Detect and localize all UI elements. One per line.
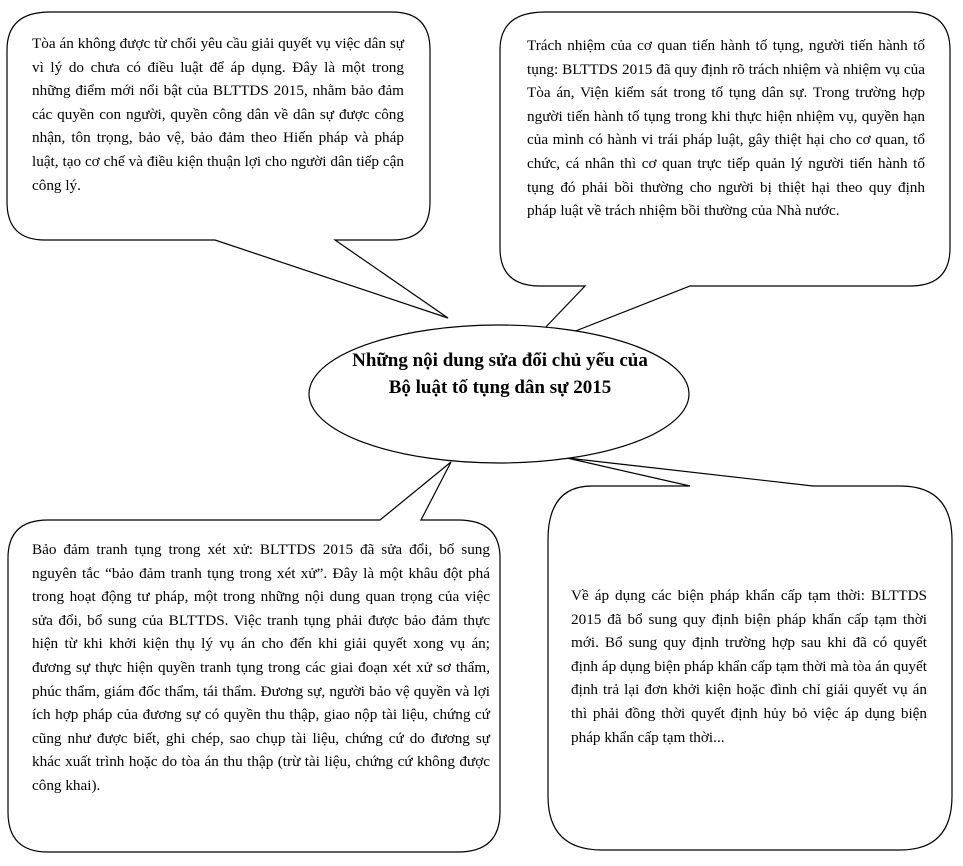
callout-bottom-left-text: Bảo đảm tranh tụng trong xét xử: BLTTDS 2015 đã sửa đổi, bổ sung nguyên tắc “bảo đảm tranh tụng trong xét xử”. Đây là một khâu đột phá trong hoạt động tư pháp, một trong những nội dung quan trọng của việc sửa đổi, bổ sung của BLTTDS. Việc tranh tụng phải được bảo đảm thực hiện từ khi khởi kiện thụ lý vụ án cho đến khi giải quyết xong vụ án; đương sự thực hiện quyền tranh tụng trong các giai đoạn xét xử sơ thẩm, phúc thẩm, giám đốc thẩm, tái thẩm. Đương sự, người bảo vệ quyền và lợi ích hợp pháp của đương sự có quyền thu thập, giao nộp tài liệu, chứng cứ cũng như được biết, ghi chép, sao chụp tài liệu, chứng cứ do đương sự khác xuất trình hoặc do tòa án thu thập (trừ tài liệu, chứng cứ không được công khai).: [32, 541, 490, 794]
callout-bottom-right-text: Về áp dụng các biện pháp khẩn cấp tạm thời: BLTTDS 2015 đã bổ sung quy định biện pháp khẩn cấp tạm thời mới. Bổ sung quy định trường hợp sau khi đã có quyết định áp dụng biện pháp khẩn cấp tạm thời mà tòa án quyết định trả lại đơn khởi kiện hoặc đình chỉ giải quyết vụ án thì phải đồng thời quyết định hủy bỏ việc áp dụng biện pháp khẩn cấp tạm thời...: [571, 587, 927, 746]
callout-top-right-text: Trách nhiệm của cơ quan tiến hành tố tụng, người tiến hành tố tụng: BLTTDS 2015 đã quy định rõ trách nhiệm và nhiệm vụ của Tòa án, Viện kiểm sát trong tố tụng dân sự. Trong trường hợp người tiến hành tố tụng trong khi thực hiện nhiệm vụ, quyền hạn của mình có hành vi trái pháp luật, gây thiệt hại cho cơ quan, tổ chức, cá nhân thì cơ quan trực tiếp quản lý người tiến hành tố tụng đó phải bồi thường cho người bị thiệt hại theo quy định pháp luật về trách nhiệm bồi thường của Nhà nước.: [527, 37, 925, 220]
center-title: Những nội dung sửa đổi chủ yếu của Bộ luật tố tụng dân sự 2015: [352, 350, 648, 398]
callout-top-left-text: Tòa án không được từ chối yêu cầu giải quyết vụ việc dân sự vì lý do chưa có điều luật để áp dụng. Đây là một trong những điểm mới nổi bật của BLTTDS 2015, nhằm bảo đảm các quyền con người, quyền công dân về dân sự được công nhận, tôn trọng, bảo vệ, bảo đảm theo Hiến pháp và pháp luật, tạo cơ chế và điều kiện thuận lợi cho người dân tiếp cận công lý.: [32, 35, 404, 194]
